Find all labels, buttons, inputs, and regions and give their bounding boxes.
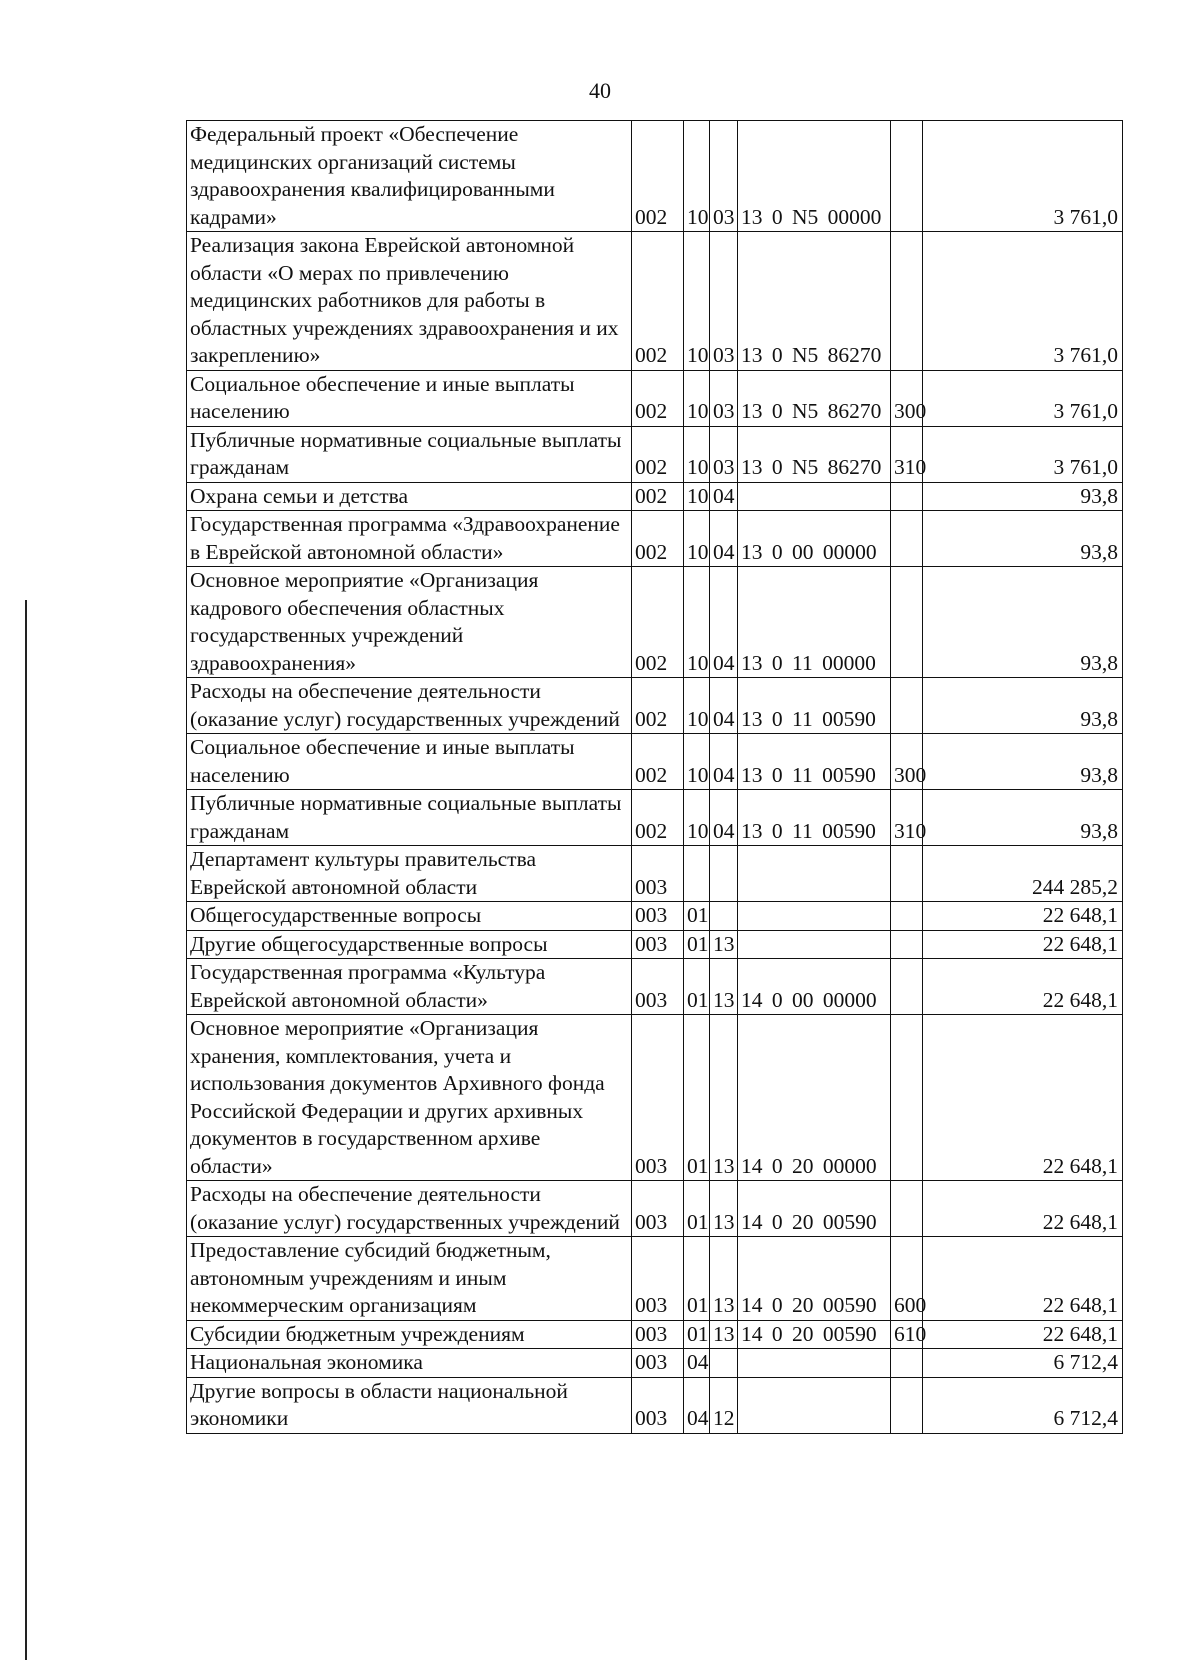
ministry-code: 003 [632,1349,684,1378]
amount: 3 761,0 [923,370,1123,426]
item-name: Федеральный проект «Обеспечение медицинских организаций системы здравоохранения квалифицированными кадрами» [187,121,632,232]
amount: 22 648,1 [923,1015,1123,1181]
ministry-code: 003 [632,930,684,959]
scan-margin-line [25,600,27,1660]
item-name: Общегосударственные вопросы [187,902,632,931]
expense-type-code: 600 [891,1237,923,1321]
target-article-code [738,902,891,931]
table-row [187,959,1123,1015]
section-code: 01 [684,1015,710,1181]
ministry-code: 002 [632,567,684,678]
section-code: 01 [684,959,710,1015]
item-name: Социальное обеспечение и иные выплаты населению [187,734,632,790]
amount: 22 648,1 [923,1181,1123,1237]
expense-type-code [891,1181,923,1237]
ministry-code: 002 [632,678,684,734]
subsection-code: 04 [710,790,738,846]
page-number: 40 [589,78,611,103]
target-article-code: 14 0 20 00590 [738,1181,891,1237]
item-name: Предоставление субсидий бюджетным, автономным учреждениям и иным некоммерческим организациям [187,1237,632,1321]
target-article-code [738,482,891,511]
expense-type-code: 310 [891,790,923,846]
ministry-code: 002 [632,121,684,232]
ministry-code: 002 [632,734,684,790]
table-row [187,1015,1123,1181]
amount: 22 648,1 [923,959,1123,1015]
item-name: Другие вопросы в области национальной экономики [187,1377,632,1433]
table-row [187,902,1123,931]
ministry-code: 002 [632,232,684,371]
amount: 22 648,1 [923,930,1123,959]
ministry-code: 002 [632,426,684,482]
item-name: Реализация закона Еврейской автономной области «О мерах по привлечению медицинских работников для работы в областных учреждениях здравоохранения и их закреплению» [187,232,632,371]
item-name: Публичные нормативные социальные выплаты гражданам [187,790,632,846]
expense-type-code [891,482,923,511]
table-row [187,370,1123,426]
target-article-code: 13 0 N5 00000 [738,121,891,232]
subsection-code: 04 [710,511,738,567]
item-name: Национальная экономика [187,1349,632,1378]
ministry-code: 002 [632,370,684,426]
amount: 93,8 [923,790,1123,846]
amount: 3 761,0 [923,121,1123,232]
table-row [187,1237,1123,1321]
expense-type-code [891,1377,923,1433]
item-name: Расходы на обеспечение деятельности (оказание услуг) государственных учреждений [187,678,632,734]
target-article-code: 14 0 00 00000 [738,959,891,1015]
target-article-code: 13 0 11 00000 [738,567,891,678]
target-article-code [738,1349,891,1378]
target-article-code: 14 0 20 00000 [738,1015,891,1181]
table-row [187,567,1123,678]
subsection-code: 03 [710,426,738,482]
amount: 6 712,4 [923,1377,1123,1433]
item-name: Субсидии бюджетным учреждениям [187,1320,632,1349]
table-row [187,232,1123,371]
target-article-code: 13 0 N5 86270 [738,370,891,426]
item-name: Департамент культуры правительства Еврейской автономной области [187,846,632,902]
amount: 93,8 [923,482,1123,511]
subsection-code: 13 [710,930,738,959]
section-code: 10 [684,790,710,846]
table-row [187,482,1123,511]
table-row [187,930,1123,959]
target-article-code: 13 0 N5 86270 [738,232,891,371]
subsection-code: 13 [710,1237,738,1321]
table-row [187,1181,1123,1237]
ministry-code: 003 [632,1015,684,1181]
target-article-code [738,1377,891,1433]
expense-type-code [891,121,923,232]
target-article-code: 13 0 N5 86270 [738,426,891,482]
item-name: Охрана семьи и детства [187,482,632,511]
target-article-code: 13 0 11 00590 [738,734,891,790]
amount: 93,8 [923,567,1123,678]
expense-type-code [891,511,923,567]
ministry-code: 003 [632,959,684,1015]
budget-table-body [187,121,1123,1434]
target-article-code [738,846,891,902]
expense-type-code [891,567,923,678]
expense-type-code [891,678,923,734]
amount: 22 648,1 [923,1237,1123,1321]
target-article-code: 14 0 20 00590 [738,1320,891,1349]
section-code: 01 [684,1181,710,1237]
amount: 93,8 [923,734,1123,790]
subsection-code: 03 [710,232,738,371]
table-row [187,790,1123,846]
item-name: Социальное обеспечение и иные выплаты населению [187,370,632,426]
section-code [684,846,710,902]
expense-type-code [891,959,923,1015]
subsection-code [710,846,738,902]
amount: 22 648,1 [923,1320,1123,1349]
expense-type-code: 300 [891,734,923,790]
subsection-code: 12 [710,1377,738,1433]
section-code: 10 [684,567,710,678]
section-code: 01 [684,930,710,959]
expense-type-code [891,1349,923,1378]
section-code: 04 [684,1377,710,1433]
ministry-code: 002 [632,790,684,846]
amount: 93,8 [923,678,1123,734]
subsection-code: 03 [710,370,738,426]
item-name: Основное мероприятие «Организация хранения, комплектования, учета и использования документов Архивного фонда Российской Федерации и других архивных документов в государственном архиве области» [187,1015,632,1181]
table-row [187,426,1123,482]
subsection-code: 03 [710,121,738,232]
expense-type-code: 310 [891,426,923,482]
ministry-code: 002 [632,511,684,567]
target-article-code: 14 0 20 00590 [738,1237,891,1321]
table-row [187,1349,1123,1378]
table-row [187,1377,1123,1433]
subsection-code [710,902,738,931]
item-name: Другие общегосударственные вопросы [187,930,632,959]
subsection-code [710,1349,738,1378]
section-code: 01 [684,902,710,931]
item-name: Основное мероприятие «Организация кадрового обеспечения областных государственных учреждений здравоохранения» [187,567,632,678]
amount: 6 712,4 [923,1349,1123,1378]
amount: 93,8 [923,511,1123,567]
subsection-code: 13 [710,1320,738,1349]
amount: 3 761,0 [923,232,1123,371]
amount: 244 285,2 [923,846,1123,902]
section-code: 10 [684,232,710,371]
expense-type-code [891,232,923,371]
subsection-code: 04 [710,678,738,734]
section-code: 01 [684,1237,710,1321]
subsection-code: 04 [710,734,738,790]
item-name: Расходы на обеспечение деятельности (оказание услуг) государственных учреждений [187,1181,632,1237]
section-code: 10 [684,121,710,232]
item-name: Государственная программа «Культура Еврейской автономной области» [187,959,632,1015]
table-row [187,1320,1123,1349]
subsection-code: 04 [710,482,738,511]
subsection-code: 13 [710,959,738,1015]
table-row [187,678,1123,734]
table-row [187,511,1123,567]
amount: 22 648,1 [923,902,1123,931]
ministry-code: 003 [632,1237,684,1321]
expense-type-code [891,930,923,959]
item-name: Государственная программа «Здравоохранение в Еврейской автономной области» [187,511,632,567]
table-row [187,121,1123,232]
target-article-code: 13 0 11 00590 [738,790,891,846]
expense-type-code [891,902,923,931]
expense-type-code: 300 [891,370,923,426]
section-code: 04 [684,1349,710,1378]
expense-type-code [891,1015,923,1181]
section-code: 10 [684,370,710,426]
budget-table [186,120,1123,1434]
subsection-code: 13 [710,1015,738,1181]
section-code: 10 [684,511,710,567]
ministry-code: 003 [632,1377,684,1433]
ministry-code: 003 [632,902,684,931]
subsection-code: 04 [710,567,738,678]
ministry-code: 003 [632,846,684,902]
table-row [187,734,1123,790]
target-article-code: 13 0 11 00590 [738,678,891,734]
section-code: 10 [684,426,710,482]
table-row [187,846,1123,902]
target-article-code [738,930,891,959]
amount: 3 761,0 [923,426,1123,482]
section-code: 10 [684,482,710,511]
subsection-code: 13 [710,1181,738,1237]
ministry-code: 002 [632,482,684,511]
target-article-code: 13 0 00 00000 [738,511,891,567]
ministry-code: 003 [632,1181,684,1237]
section-code: 01 [684,1320,710,1349]
item-name: Публичные нормативные социальные выплаты гражданам [187,426,632,482]
ministry-code: 003 [632,1320,684,1349]
expense-type-code [891,846,923,902]
section-code: 10 [684,678,710,734]
expense-type-code: 610 [891,1320,923,1349]
section-code: 10 [684,734,710,790]
